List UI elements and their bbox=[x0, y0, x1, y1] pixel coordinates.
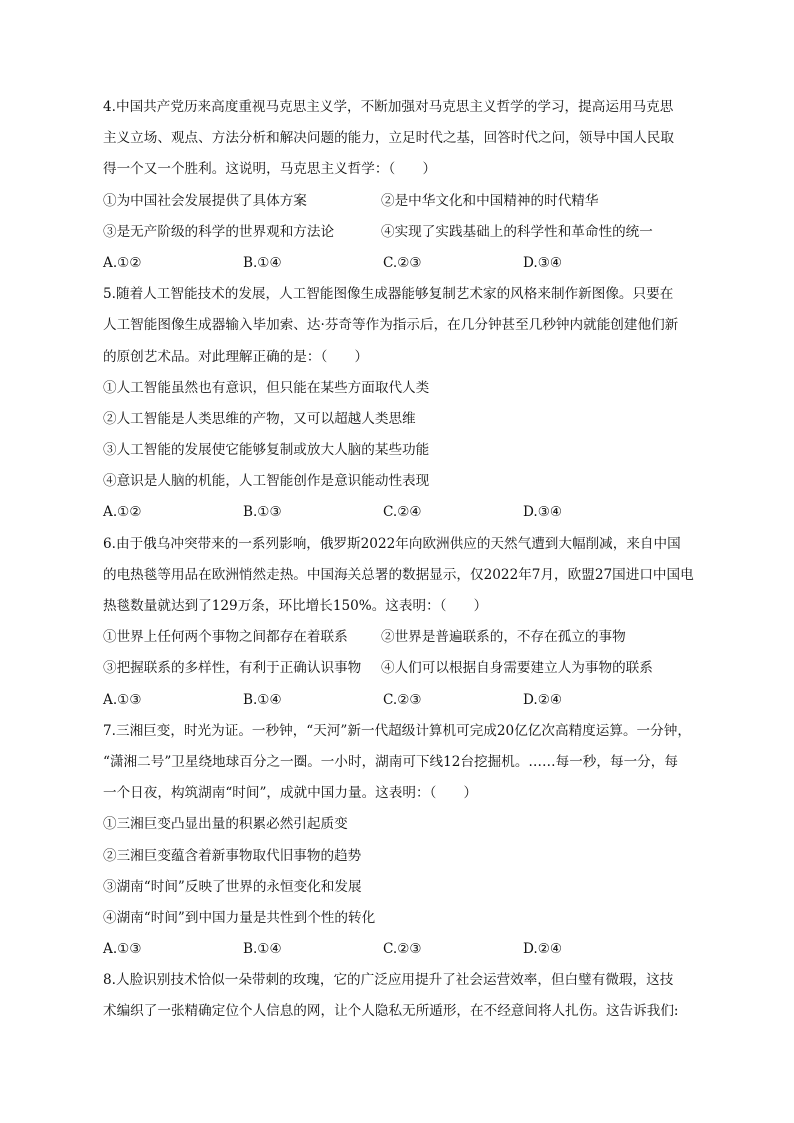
choice-d: D.②④ bbox=[523, 941, 563, 958]
choice-d: D.③④ bbox=[523, 254, 563, 271]
choice-c: C.②③ bbox=[383, 254, 422, 271]
question-6 bbox=[103, 529, 693, 716]
statement-3: ③是无产阶级的科学的世界观和方法论 bbox=[103, 223, 335, 240]
statement-1: ①人工智能虽然也有意识，但只能在某些方面取代人类 bbox=[103, 379, 430, 396]
choice-c: C.②③ bbox=[383, 941, 422, 958]
question-stem-line: 一个日夜，构筑湖南“时间”，成就中国力量。这表明：（ ） bbox=[103, 785, 478, 802]
answer-choices bbox=[103, 497, 693, 528]
question-stem-line: 得一个又一个胜利。这说明，马克思主义哲学：（ ） bbox=[103, 161, 437, 178]
statement-4: ④意识是人脑的机能，人工智能创作是意识能动性表现 bbox=[103, 473, 430, 490]
statement-1: ①为中国社会发展提供了具体方案 bbox=[103, 192, 307, 209]
choice-b: B.①④ bbox=[243, 691, 282, 708]
question-stem-line: 5.随着人工智能技术的发展，人工智能图像生成器能够复制艺术家的风格来制作新图像。只要在 bbox=[103, 286, 674, 303]
choice-a: A.①② bbox=[103, 504, 142, 521]
question-list bbox=[103, 92, 693, 1028]
statement-row bbox=[103, 653, 693, 684]
choice-d: D.②④ bbox=[523, 691, 563, 708]
question-stem-line: “潇湘二号”卫星绕地球百分之一圈。一小时，湖南可下线12台挖掘机。……每一秒，每一分，每 bbox=[103, 753, 678, 770]
choice-b: B.①③ bbox=[243, 504, 282, 521]
answer-choices bbox=[103, 934, 693, 965]
statement-4: ④实现了实践基础上的科学性和革命性的统一 bbox=[381, 223, 653, 240]
answer-choices bbox=[103, 685, 693, 716]
choice-a: A.①③ bbox=[103, 941, 142, 958]
choice-c: C.②③ bbox=[383, 691, 422, 708]
statement-2: ②是中华文化和中国精神的时代精华 bbox=[381, 192, 599, 209]
choice-b: B.①④ bbox=[243, 941, 282, 958]
statement-3: ③把握联系的多样性，有利于正确认识事物 bbox=[103, 660, 362, 677]
choice-c: C.②④ bbox=[383, 504, 422, 521]
question-stem-line: 主义立场、观点、方法分析和解决问题的能力，立足时代之基，回答时代之问，领导中国人民取 bbox=[103, 130, 674, 147]
question-stem-line: 人工智能图像生成器输入毕加索、达·芬奇等作为指示后，在几分钟甚至几秒钟内就能创建他们新 bbox=[103, 317, 679, 334]
question-stem-line: 的原创艺术品。对此理解正确的是：（ ） bbox=[103, 348, 369, 365]
statement-row bbox=[103, 217, 693, 248]
statement-3: ③人工智能的发展使它能够复制或放大人脑的某些功能 bbox=[103, 442, 430, 459]
choice-a: A.①③ bbox=[103, 691, 142, 708]
question-8 bbox=[103, 965, 693, 1027]
choice-a: A.①② bbox=[103, 254, 142, 271]
question-stem-line: 热毯数量就达到了129万条，环比增长150%。这表明：（ ） bbox=[103, 598, 488, 614]
statement-2: ②人工智能是人类思维的产物，又可以超越人类思维 bbox=[103, 410, 416, 427]
statement-2: ②三湘巨变蕴含着新事物取代旧事物的趋势 bbox=[103, 847, 362, 864]
statement-3: ③湖南“时间”反映了世界的永恒变化和发展 bbox=[103, 878, 362, 895]
question-stem-line: 术编织了一张精确定位个人信息的网，让个人隐私无所遁形，在不经意间将人扎伤。这告诉我们: bbox=[103, 1003, 679, 1020]
statement-4: ④湖南“时间”到中国力量是共性到个性的转化 bbox=[103, 909, 376, 926]
statement-row bbox=[103, 622, 693, 653]
statement-1: ①世界上任何两个事物之间都存在着联系 bbox=[103, 629, 348, 646]
statement-1: ①三湘巨变凸显出量的积累必然引起质变 bbox=[103, 816, 348, 833]
statement-row bbox=[103, 186, 693, 217]
question-stem-line: 4.中国共产党历来高度重视马克思主义学，不断加强对马克思主义哲学的学习，提高运用马克思 bbox=[103, 99, 674, 115]
question-stem-line: 8.人脸识别技术恰似一朵带刺的玫瑰，它的广泛应用提升了社会运营效率，但白璧有微瑕，这技 bbox=[103, 972, 674, 989]
question-7 bbox=[103, 716, 693, 966]
question-stem-line: 6.由于俄乌冲突带来的一系列影响，俄罗斯2022年向欧洲供应的天然气遭到大幅削减，来自中国 bbox=[103, 535, 681, 552]
choice-b: B.①④ bbox=[243, 254, 282, 271]
choice-d: D.③④ bbox=[523, 504, 563, 521]
answer-choices bbox=[103, 248, 693, 279]
question-5 bbox=[103, 279, 693, 529]
statement-2: ②世界是普遍联系的，不存在孤立的事物 bbox=[381, 629, 626, 646]
question-stem-line: 7.三湘巨变，时光为证。一秒钟，“天河”新一代超级计算机可完成20亿亿次高精度运算。一分钟， bbox=[103, 722, 691, 739]
question-stem-line: 的电热毯等用品在欧洲悄然走热。中国海关总署的数据显示，仅2022年7月，欧盟27国进口中国电 bbox=[103, 566, 694, 583]
question-4 bbox=[103, 92, 693, 279]
statement-4: ④人们可以根据自身需要建立人为事物的联系 bbox=[381, 660, 653, 677]
